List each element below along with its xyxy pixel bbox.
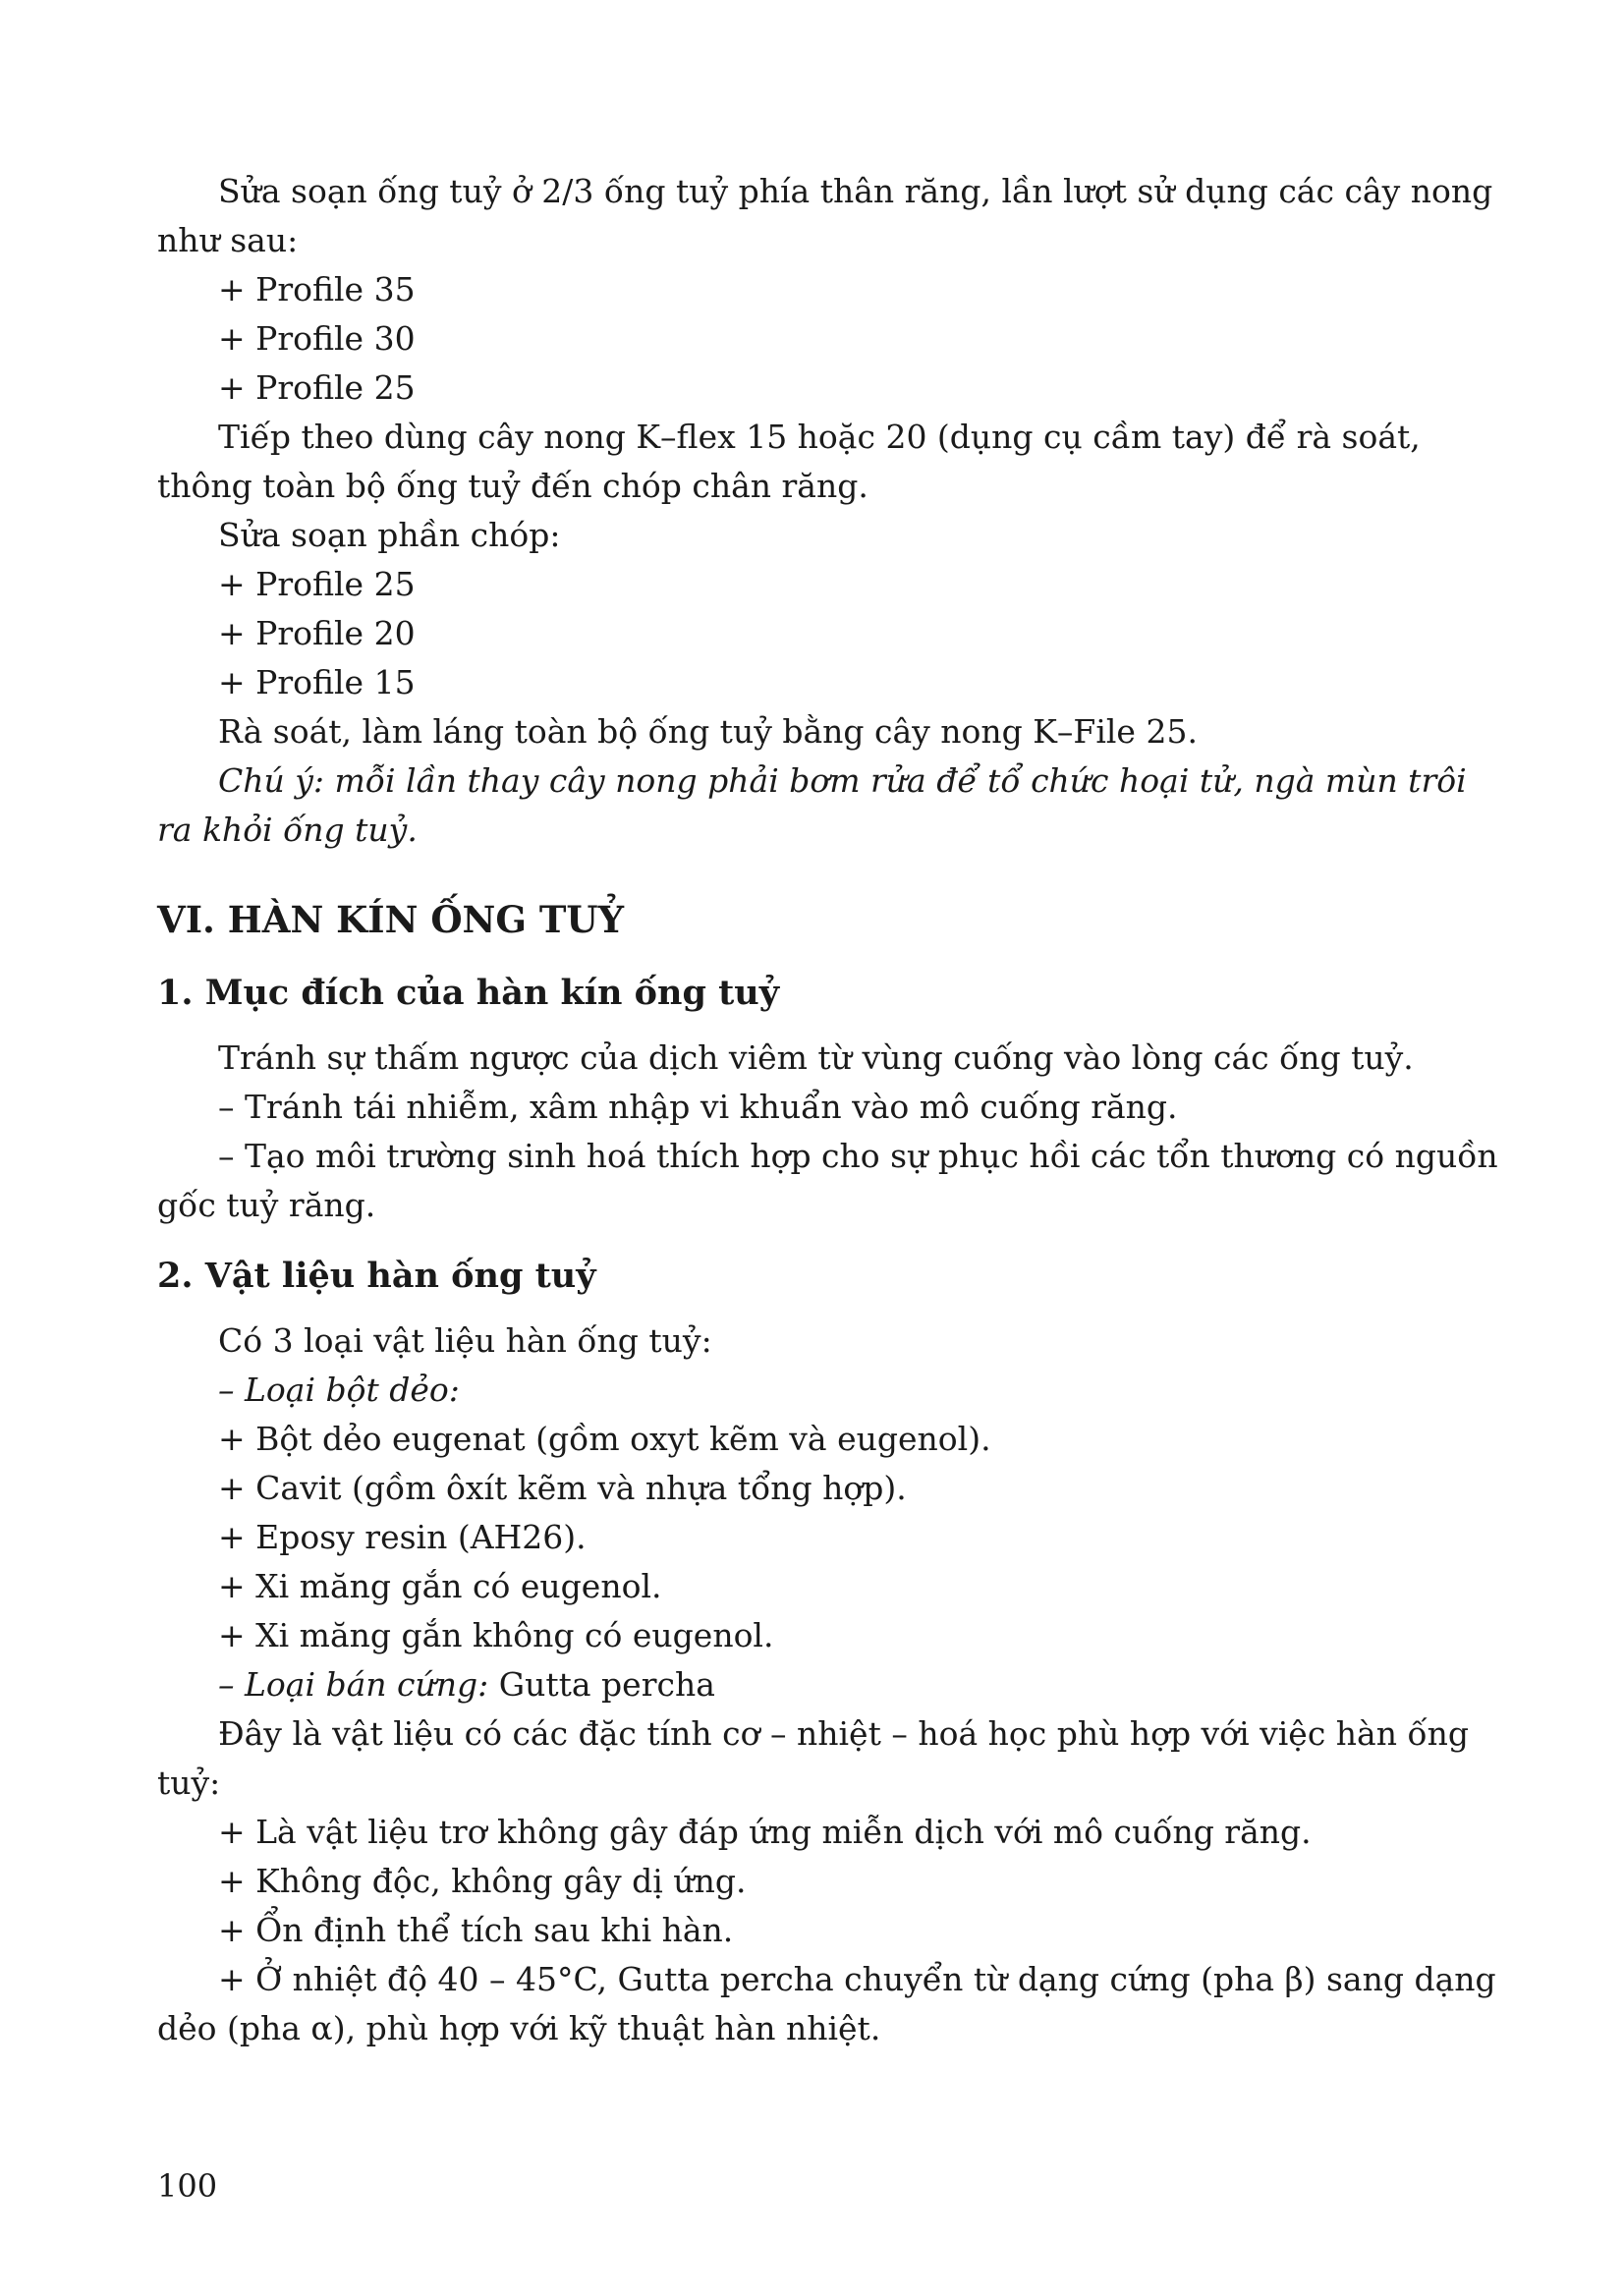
section-heading: VI. HÀN KÍN ỐNG TUỶ — [157, 898, 625, 941]
list-item: + Profile 25 — [218, 368, 416, 407]
type-semi-solid — [157, 1660, 1503, 1709]
list-item: + Bột dẻo eugenat (gồm oxyt kẽm và eugenol). — [218, 1420, 991, 1458]
list-item: + Ở nhiệt độ 40 – 45°C, Gutta percha chuyển từ dạng cứng (pha β) sang dạng dẻo (pha α), phù hợp với kỹ thuật hàn nhiệt. — [157, 1960, 1496, 2047]
paragraph-materials-intro: Có 3 loại vật liệu hàn ống tuỷ: — [218, 1321, 712, 1360]
list-item: – Tạo môi trường sinh hoá thích hợp cho sự phục hồi các tổn thương có nguồn gốc tuỷ răng. — [157, 1137, 1498, 1224]
page-body — [157, 167, 1503, 2053]
list-item: + Profile 15 — [218, 663, 416, 701]
paragraph-apex-intro: Sửa soạn phần chóp: — [218, 516, 561, 554]
list-item: + Profile 30 — [218, 319, 416, 358]
list-item: + Cavit (gồm ôxít kẽm và nhựa tổng hợp). — [218, 1469, 907, 1507]
page-number: 100 — [157, 2167, 218, 2205]
type-label-paste: – Loại bột dẻo: — [218, 1371, 460, 1409]
subsection-heading-materials: 2. Vật liệu hàn ống tuỷ — [157, 1256, 596, 1296]
list-item: + Ổn định thể tích sau khi hàn. — [218, 1911, 734, 1949]
list-item: + Profile 20 — [218, 614, 416, 652]
type-label-semi-solid: – Loại bán cứng: — [218, 1665, 489, 1704]
list-item: + Xi măng gắn có eugenol. — [218, 1567, 662, 1605]
list-item: + Profile 25 — [218, 565, 416, 603]
list-item: Tránh sự thấm ngược của dịch viêm từ vùng cuống vào lòng các ống tuỷ. — [218, 1038, 1414, 1077]
paragraph-intro: Sửa soạn ống tuỷ ở 2/3 ống tuỷ phía thân răng, lần lượt sử dụng các cây nong như sau: — [157, 172, 1493, 259]
paragraph-finish: Rà soát, làm láng toàn bộ ống tuỷ bằng cây nong K–File 25. — [218, 712, 1198, 751]
subsection-heading-purpose: 1. Mục đích của hàn kín ống tuỷ — [157, 973, 780, 1013]
list-item: + Xi măng gắn không có eugenol. — [218, 1616, 774, 1654]
list-item: + Profile 35 — [218, 270, 416, 308]
list-item: – Tránh tái nhiễm, xâm nhập vi khuẩn vào mô cuống răng. — [218, 1088, 1178, 1126]
list-item: + Eposy resin (AH26). — [218, 1518, 587, 1556]
paragraph-next-step: Tiếp theo dùng cây nong K–flex 15 hoặc 20 (dụng cụ cầm tay) để rà soát, thông toàn bộ ống tuỷ đến chóp chân răng. — [157, 418, 1421, 505]
list-item: + Không độc, không gây dị ứng. — [218, 1862, 747, 1900]
type-value-gutta: Gutta percha — [488, 1665, 715, 1704]
paragraph-properties-intro: Đây là vật liệu có các đặc tính cơ – nhiệt – hoá học phù hợp với việc hàn ống tuỷ: — [157, 1714, 1470, 1802]
note-paragraph: Chú ý: mỗi lần thay cây nong phải bơm rửa để tổ chức hoại tử, ngà mùn trôi ra khỏi ống tuỷ. — [157, 761, 1467, 849]
list-item: + Là vật liệu trơ không gây đáp ứng miễn dịch với mô cuống răng. — [218, 1813, 1312, 1851]
